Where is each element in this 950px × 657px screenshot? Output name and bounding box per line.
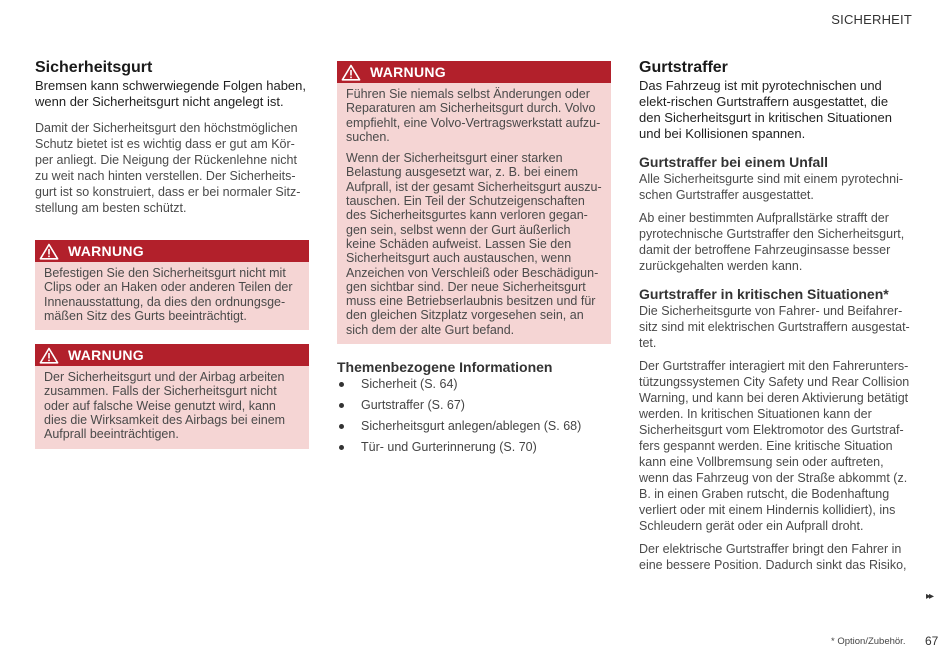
warning-text: Führen Sie niemals selbst Änderungen oder Reparaturen am Sicherheitsgurt durch. Volvo empfiehlt, eine Volvo-Vertragswerkstatt aufzu-suchen.	[346, 87, 601, 144]
warning-header	[35, 344, 309, 366]
related-link[interactable]: Sicherheitsgurt anlegen/ablegen (S. 68)	[337, 418, 611, 434]
body-paragraph: Ab einer bestimmten Aufprallstärke strafft der pyrotechnische Gurtstraffer den Sicherheitsgurt, damit der betroffene Fahrzeuginsasse besser zurückgehalten werden kann.	[639, 211, 905, 273]
warning-header	[337, 61, 611, 83]
footnote: * Option/Zubehör.	[831, 636, 906, 647]
warning-triangle-icon	[39, 243, 59, 260]
related-link[interactable]: Gurtstraffer (S. 67)	[337, 397, 611, 413]
warning-label: WARNUNG	[370, 64, 446, 80]
related-info-list	[337, 376, 611, 455]
warning-triangle-icon	[39, 347, 59, 364]
lead-text: Bremsen kann schwerwiegende Folgen haben, wenn der Sicherheitsgurt nicht angelegt ist.	[35, 78, 307, 109]
warning-label: WARNUNG	[68, 347, 144, 364]
warning-box	[35, 240, 309, 330]
heading-sicherheitsgurt: Sicherheitsgurt	[35, 59, 153, 76]
warning-text: Befestigen Sie den Sicherheitsgurt nicht mit Clips oder an Haken oder anderen Teilen der Innenausstattung, da dies den ordnungsge-mäßen Sitz des Gurts beeinträchtigt.	[44, 266, 293, 323]
related-link[interactable]: Sicherheit (S. 64)	[337, 376, 611, 392]
warning-box	[35, 344, 309, 448]
column-middle	[337, 61, 611, 460]
body-paragraph: Die Sicherheitsgurte von Fahrer- und Beifahrer-sitz sind mit elektrischen Gurtstraffern ausgestat-tet.	[639, 304, 910, 350]
subheading-unfall: Gurtstraffer bei einem Unfall	[639, 154, 829, 170]
lead-text: Das Fahrzeug ist mit pyrotechnischen und elekt-rischen Gurtstraffern ausgestattet, die den Sicherheitsgurt in kritischen Situationen und bei Kollisionen spannen.	[639, 78, 892, 141]
body-paragraph: Damit der Sicherheitsgurt den höchstmöglichen Schutz bietet ist es wichtig dass er gut am Kör-per anliegt. Die Neigung der Rückenlehne nicht zu weit nach hinten verstellen. Der Sicherheits-gurt ist so konstruiert, dass er bei normaler Sitz-stellung am besten schützt.	[35, 121, 301, 215]
column-right	[639, 58, 911, 573]
warning-header	[35, 240, 309, 262]
heading-gurtstraffer: Gurtstraffer	[639, 59, 728, 76]
page-number: 67	[925, 634, 939, 648]
warning-box	[337, 61, 611, 344]
warning-text: Wenn der Sicherheitsgurt einer starken Belastung ausgesetzt war, z. B. bei einem Aufprall, ist der gesamt Sicherheitsgurt auszu-tauschen. Ein Teil der Schutzeigenschaften des Sicherheitsgurtes kann verloren gegan-gen sein, selbst wenn der Gurt äußerlich keine Schäden aufweist. Lassen Sie den Sicherheitsgurt auch austauschen, wenn Anzeichen von Verschleiß oder Beschädigun-gen sichtbar sind. Der neue Sicherheitsgurt muss eine Betriebserlaubnis besitzen und für den gleichen Sitzplatz vorgesehen sein, an sich dem der alte Gurt befand.	[346, 151, 602, 337]
related-info-heading: Themenbezogene Informationen	[337, 359, 553, 376]
continue-arrow-icon: ▸▸	[926, 591, 933, 602]
body-paragraph: Der Gurtstraffer interagiert mit den Fahrerunters-tützungssystemen City Safety und Rear Collision Warning, und kann bei deren Aktivierung betätigt werden. In kritischen Situationen kann der Sicherheitsgurt vom Elektromotor des Gurtstraf-fers gespannt werden. Eine kritische Situation kann eine Vollbremsung sein oder auftreten, wenn das Fahrzeug von der Straße abkommt (z. B. in einen Graben rutscht, die Bodenhaftung verliert oder mit einem Hindernis kollidiert), ins Schleudern gerät oder ein Aufprall droht.	[639, 359, 910, 533]
warning-triangle-icon	[341, 64, 361, 81]
section-label: SICHERHEIT	[831, 12, 912, 27]
related-link[interactable]: Tür- und Gurterinnerung (S. 70)	[337, 439, 611, 455]
column-left	[35, 58, 309, 449]
warning-label: WARNUNG	[68, 243, 144, 259]
subheading-kritische-situationen: Gurtstraffer in kritischen Situationen*	[639, 286, 889, 302]
body-paragraph: Der elektrische Gurtstraffer bringt den Fahrer in eine bessere Position. Dadurch sinkt das Risiko,	[639, 542, 907, 572]
body-paragraph: Alle Sicherheitsgurte sind mit einem pyrotechni-schen Gurtstraffer ausgestattet.	[639, 172, 904, 202]
warning-text: Der Sicherheitsgurt und der Airbag arbeiten zusammen. Falls der Sicherheitsgurt nicht oder auf falsche Weise genutzt wird, kann dies die Wirksamkeit des Airbags bei einem Aufprall beeinträchtigen.	[44, 370, 286, 442]
